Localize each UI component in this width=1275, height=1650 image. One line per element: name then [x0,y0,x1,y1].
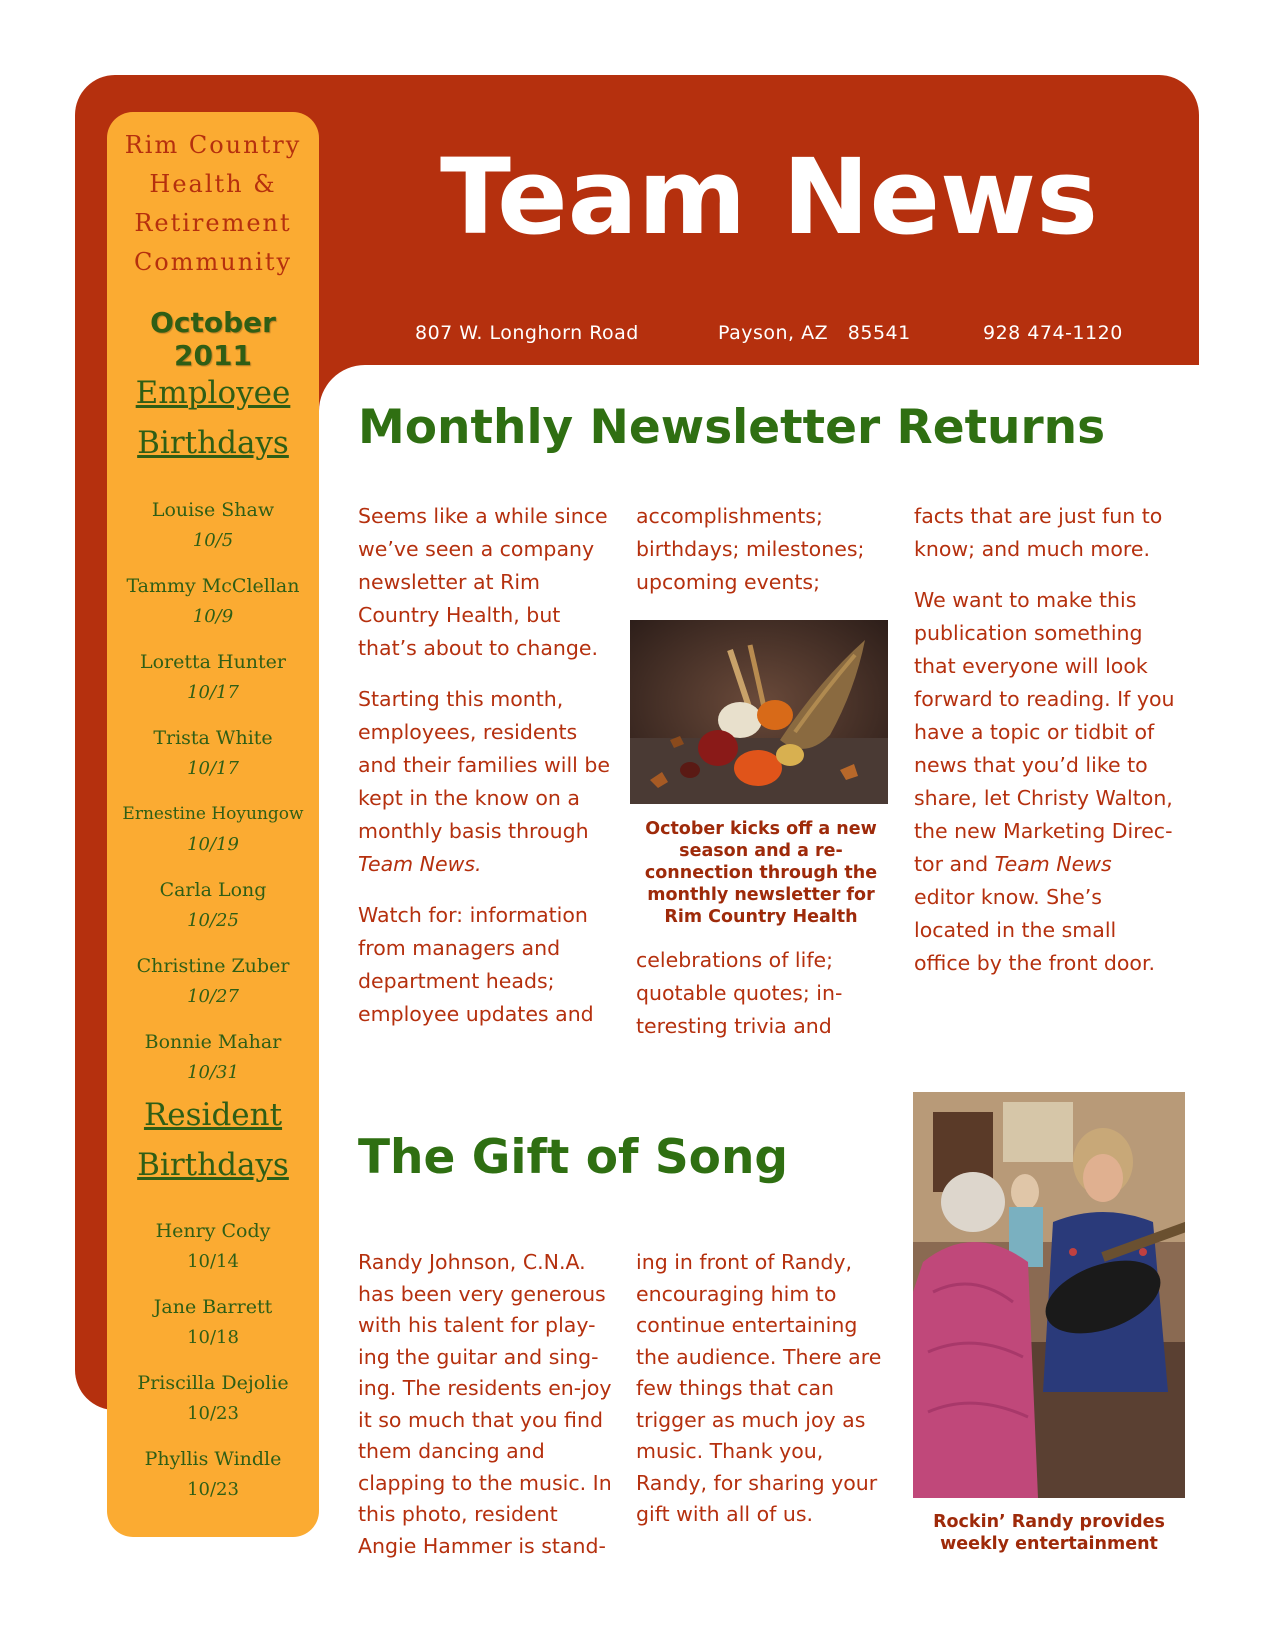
birthday-name: Trista White [153,727,273,749]
birthday-name: Phyllis Windle [144,1448,282,1470]
birthday-name: Bonnie Mahar [144,1031,282,1053]
article1-headline: Monthly Newsletter Returns [358,400,1106,455]
guitar-performance-photo [913,1092,1185,1498]
article1-col2-bottom [636,944,892,1061]
paragraph-text: Starting this month, employees, residents and their families will be kept in the know on a monthly basis through [358,687,611,843]
issue-date: October 2011 [150,306,276,372]
resident-birthdays-heading [107,1090,319,1190]
birthday-name: Christine Zuber [136,955,290,977]
birthday-date: 10/23 [187,1403,239,1424]
birthday-name: Ernestine Hoyungow [122,804,304,824]
article1-col1 [358,500,614,1049]
birthday-date: 10/17 [187,758,239,779]
resident-birthdays-list [107,1216,319,1520]
cornucopia-caption: October kicks off a new season and a re-connection through the monthly newsletter for Rim Country Health [644,819,878,927]
birthday-date: 10/25 [187,910,239,931]
birthday-name: Loretta Hunter [139,651,287,673]
birthday-date: 10/17 [187,682,239,703]
paragraph: Seems like a while since we’ve seen a company newsletter at Rim Country Health, but that’s about to change. [358,504,608,660]
guitar-photo-caption: Rockin’ Randy provides weekly entertainment [933,1512,1165,1554]
city-state-zip: Payson, AZ 85541 [718,322,911,344]
heading-line: Birthdays [137,1147,289,1183]
birthday-date: 10/18 [187,1327,239,1348]
birthday-date: 10/5 [192,530,234,551]
employee-birthdays-list [107,495,319,1103]
employee-birthdays-heading [107,368,319,468]
birthday-name: Priscilla Dejolie [137,1372,289,1394]
heading-line: Employee [135,375,291,411]
article2-col2 [636,1247,892,1531]
article1-col2-top [636,500,892,617]
paragraph [358,683,614,881]
article2-col1 [358,1247,614,1562]
org-name [107,126,319,282]
birthday-date: 10/23 [187,1479,239,1500]
org-name-line: Rim Country [124,131,302,159]
paragraph: accomplishments; birthdays; milestones; upcoming events; [636,504,865,594]
paragraph: celebrations of life; quotable quotes; in-teresting trivia and [636,948,843,1038]
paragraph: Watch for: information from managers and department heads; employee updates and [358,903,594,1026]
article1-col3 [914,500,1176,998]
birthday-date: 10/19 [187,834,239,855]
street-address: 807 W. Longhorn Road [415,322,639,344]
birthday-date: 10/31 [187,1062,239,1083]
article2-headline: The Gift of Song [358,1130,789,1185]
publication-name: Team News [994,852,1112,876]
paragraph-text: editor know. She’s located in the small office by the front door. [914,885,1156,975]
heading-line: Birthdays [137,425,289,461]
org-name-line: Community [133,248,293,276]
org-name-line: Retirement [134,209,292,237]
paragraph-text: We want to make this publication something that everyone will look forward to reading. If you have a topic or tidbit of news that you’d like to share, let Christy Walton, the new Marketing Direc-tor and [914,588,1175,876]
cornucopia-image [630,620,888,804]
birthday-name: Tammy McClellan [126,575,300,597]
birthday-name: Carla Long [159,879,267,901]
heading-line: Resident [143,1097,283,1133]
birthday-date: 10/27 [187,986,239,1007]
paragraph: ing in front of Randy, encouraging him to continue entertaining the audience. There are few things that can trigger as much joy as music. Thank you, Randy, for sharing your gift with all of us. [636,1250,882,1526]
birthday-date: 10/14 [187,1251,239,1272]
org-name-line: Health & [149,170,277,198]
paragraph: facts that are just fun to know; and much more. [914,504,1163,561]
masthead-title: Team News [440,136,1098,258]
publication-name: Team News. [358,852,482,876]
paragraph: Randy Johnson, C.N.A. has been very generous with his talent for play-ing the guitar and sing-ing. The residents en-joy it so much that you find them dancing and clapping to the music. In this photo, resident Angie Hammer is stand- [358,1250,612,1558]
paragraph [914,584,1176,980]
phone-number: 928 474-1120 [983,322,1123,344]
cornucopia-photo [630,620,888,804]
guitar-performance-image [913,1092,1185,1498]
birthday-name: Louise Shaw [151,499,275,521]
birthday-name: Henry Cody [155,1220,271,1242]
birthday-name: Jane Barrett [153,1296,273,1318]
birthday-date: 10/9 [192,606,234,627]
